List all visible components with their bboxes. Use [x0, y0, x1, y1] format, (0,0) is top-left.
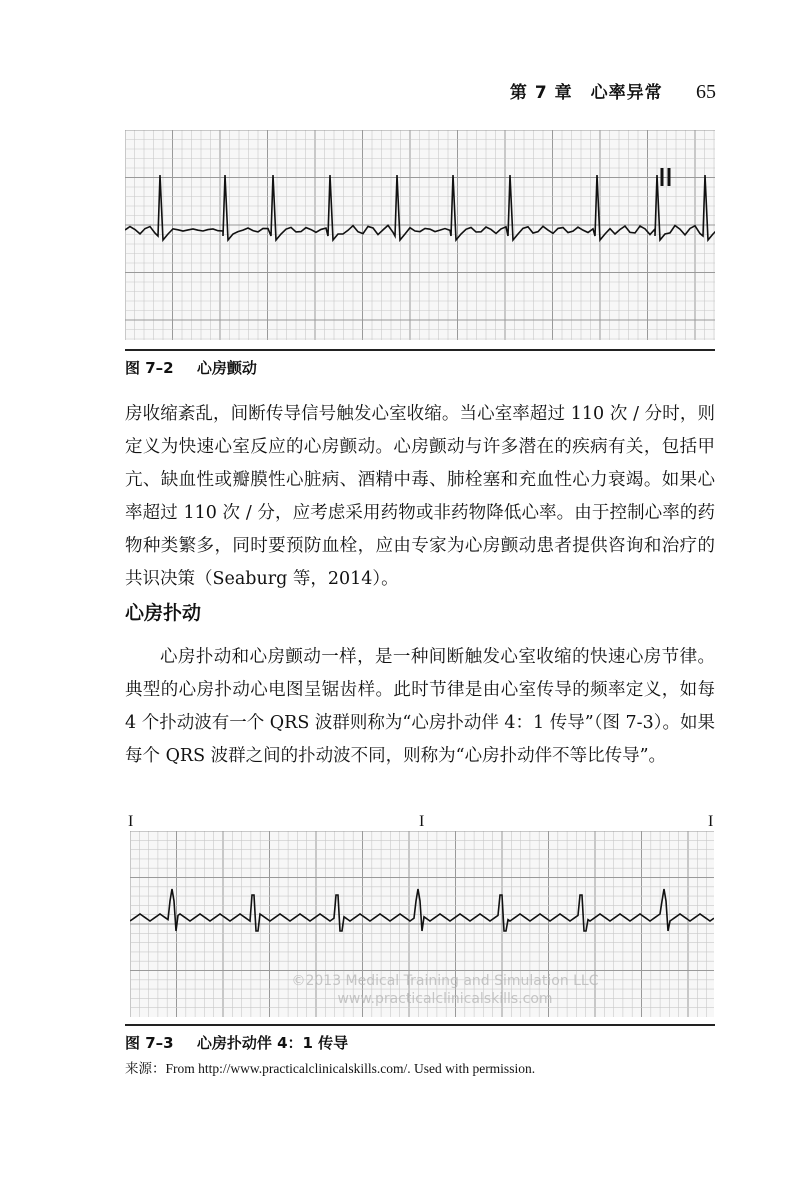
figure-number: 图 7–2 — [125, 359, 174, 377]
chapter-title: 第 7 章 心率异常 — [509, 83, 663, 103]
figure-caption-text: 心房扑动伴 4：1 传导 — [196, 1034, 349, 1052]
source-note: 来源：From http://www.practicalclinicalskills.com/. Used with permission. — [125, 1061, 536, 1076]
watermark-line-1: ©2013 Medical Training and Simulation LLC — [291, 973, 599, 989]
page-header — [510, 78, 716, 104]
ecg-strip-af — [125, 130, 715, 340]
ecg-trace — [125, 175, 715, 240]
figure-caption-7-2 — [125, 349, 715, 378]
lead-label-3: I — [708, 813, 714, 830]
lead-label-2: I — [419, 813, 425, 830]
watermark — [235, 972, 655, 1008]
watermark-line-2: www.practicalclinicalskills.com — [337, 991, 553, 1007]
figure-number: 图 7–3 — [125, 1034, 174, 1052]
section-title-atrial-flutter: 心房扑动 — [125, 602, 202, 624]
paragraph-flutter: 心房扑动和心房颤动一样，是一种间断触发心室收缩的快速心房节律。典型的心房扑动心电图呈锯齿样。此时节律是由心室传导的频率定义，如每 4 个扑动波有一个 QRS 波群则称为“心房扑动伴 4：1 传导”（图 7-3）。如果每个 QRS 波群之间的扑动波不同，则称为“心房扑动伴不等比传导”。 — [125, 647, 715, 766]
ecg-af-svg — [125, 130, 715, 340]
paragraph-af: 房收缩紊乱，间断传导信号触发心室收缩。当心室率超过 110 次 / 分时，则定义为快速心室反应的心房颤动。心房颤动与许多潜在的疾病有关，包括甲亢、缺血性或瓣膜性心脏病、酒精中毒、肺栓塞和充血性心力衰竭。如果心率超过 110 次 / 分，应考虑采用药物或非药物降低心率。由于控制心率的药物种类繁多，同时要预防血栓，应由专家为心房颤动患者提供咨询和治疗的共识决策（Seaburg 等，2014）。 — [125, 404, 715, 589]
lead-label-1: I — [128, 813, 134, 830]
figure-caption-text: 心房颤动 — [196, 359, 257, 377]
page-number: 65 — [696, 81, 716, 103]
ecg-trace — [130, 889, 714, 931]
figure-caption-7-3 — [125, 1024, 715, 1053]
